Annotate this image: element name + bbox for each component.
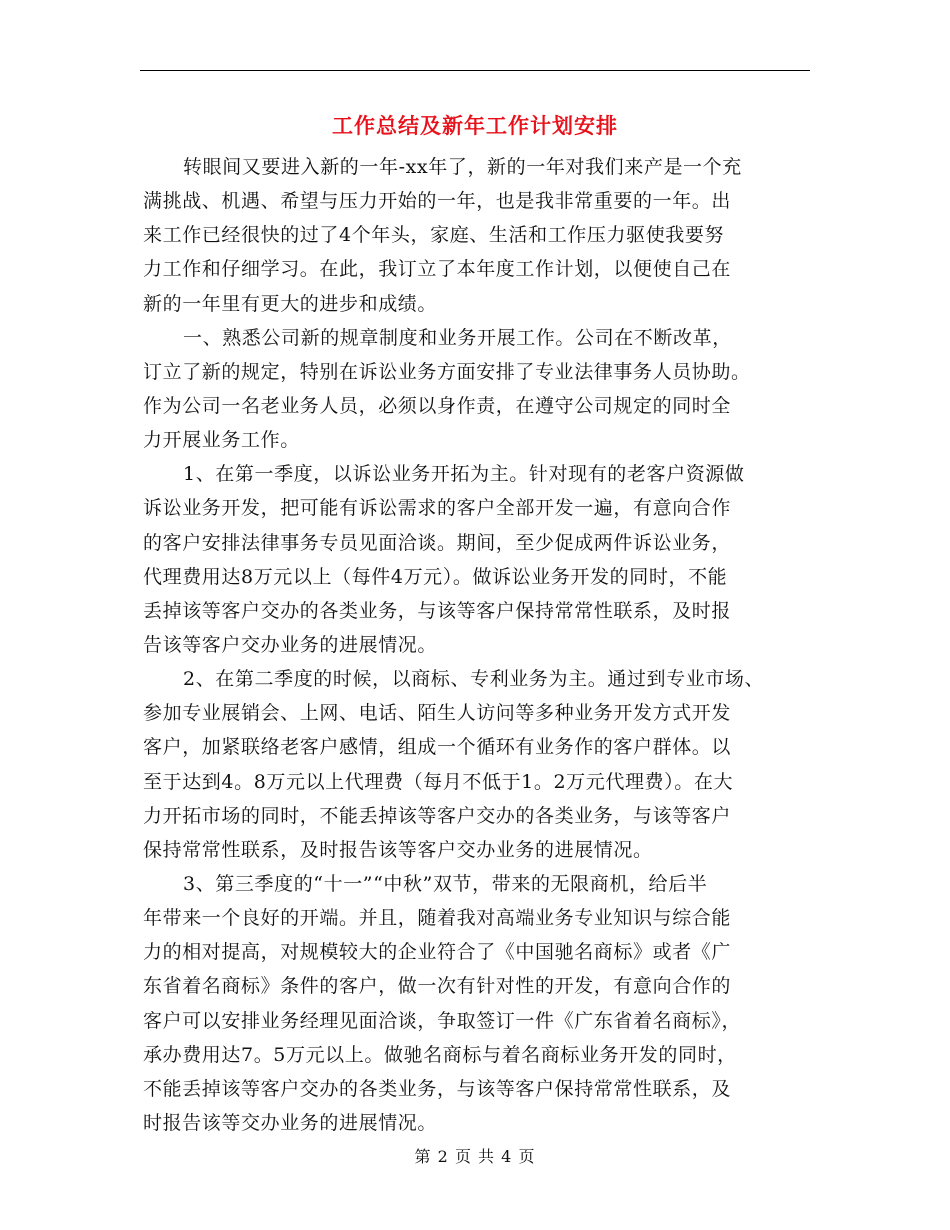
footer-page-word: 页 <box>454 1147 472 1166</box>
body-line: 转眼间又要进入新的一年-xx年了，新的一年对我们来产是一个充 <box>183 156 742 178</box>
body-line: 丢掉该等客户交办的各类业务，与该等客户保持常常性联系，及时报 <box>143 599 732 622</box>
body-line: 的客户安排法律事务专员见面洽谈。期间，至少促成两件诉讼业务， <box>143 531 732 554</box>
body-line: 力开拓市场的同时，不能丢掉该等客户交办的各类业务，与该等客户 <box>143 804 732 827</box>
body-line: 作为公司一名老业务人员，必须以身作责，在遵守公司规定的同时全 <box>143 394 732 417</box>
body-line: 3、第三季度的“十一”“中秋”双节，带来的无限商机，给后半 <box>183 872 708 895</box>
footer-current-page: 2 <box>437 1147 449 1166</box>
document-body <box>143 150 807 1140</box>
body-line: 1、在第一季度，以诉讼业务开拓为主。针对现有的老客户资源做 <box>183 463 745 486</box>
body-line: 满挑战、机遇、希望与压力开始的一年，也是我非常重要的一年。出 <box>143 190 732 213</box>
page-footer <box>140 1145 810 1169</box>
body-line: 2、在第二季度的时候，以商标、专利业务为主。通过到专业市场、 <box>183 668 765 691</box>
body-line: 来工作已经很快的过了4个年头，家庭、生活和工作压力驱使我要努 <box>143 224 725 247</box>
body-line: 一、熟悉公司新的规章制度和业务开展工作。公司在不断改革， <box>183 326 732 349</box>
footer-total-pages: 4 <box>501 1147 513 1166</box>
body-line: 订立了新的规定，特别在诉讼业务方面安排了专业法律事务人员协助。 <box>143 360 751 383</box>
body-line: 时报告该等交办业务的进展情况。 <box>143 1111 438 1134</box>
body-line: 年带来一个良好的开端。并且，随着我对高端业务专业知识与综合能 <box>143 907 732 930</box>
body-line: 客户可以安排业务经理见面洽谈，争取签订一件《广东省着名商标》， <box>143 1009 742 1032</box>
body-line: 力工作和仔细学习。在此，我订立了本年度工作计划，以便使自己在 <box>143 258 732 281</box>
footer-prefix: 第 <box>414 1147 432 1166</box>
document-title: 工作总结及新年工作计划安排 <box>332 113 618 138</box>
body-line: 告该等客户交办业务的进展情况。 <box>143 633 438 656</box>
body-line: 不能丢掉该等客户交办的各类业务，与该等客户保持常常性联系，及 <box>143 1077 732 1100</box>
footer-suffix: 页 <box>518 1147 536 1166</box>
body-line: 力的相对提高，对规模较大的企业符合了《中国驰名商标》或者《广 <box>143 941 732 964</box>
body-line: 新的一年里有更大的进步和成绩。 <box>143 292 438 315</box>
body-line: 东省着名商标》条件的客户，做一次有针对性的开发，有意向合作的 <box>143 975 732 998</box>
body-line: 力开展业务工作。 <box>143 429 300 452</box>
body-line: 承办费用达7。5万元以上。做驰名商标与着名商标业务开发的同时， <box>143 1043 737 1066</box>
body-line: 代理费用达8万元以上（每件4万元）。做诉讼业务开发的同时，不能 <box>143 565 728 588</box>
footer-total-word: 共 <box>478 1147 496 1166</box>
body-line: 诉讼业务开发，把可能有诉讼需求的客户全部开发一遍，有意向合作 <box>143 497 732 520</box>
body-line: 保持常常性联系，及时报告该等客户交办业务的进展情况。 <box>143 838 653 861</box>
body-line: 参加专业展销会、上网、电话、陌生人访问等多种业务开发方式开发 <box>143 702 732 725</box>
header-rule <box>140 70 810 71</box>
body-line: 客户，加紧联络老客户感情，组成一个循环有业务作的客户群体。以 <box>143 736 732 759</box>
body-line: 至于达到4。8万元以上代理费（每月不低于1。2万元代理费）。在大 <box>143 770 734 793</box>
